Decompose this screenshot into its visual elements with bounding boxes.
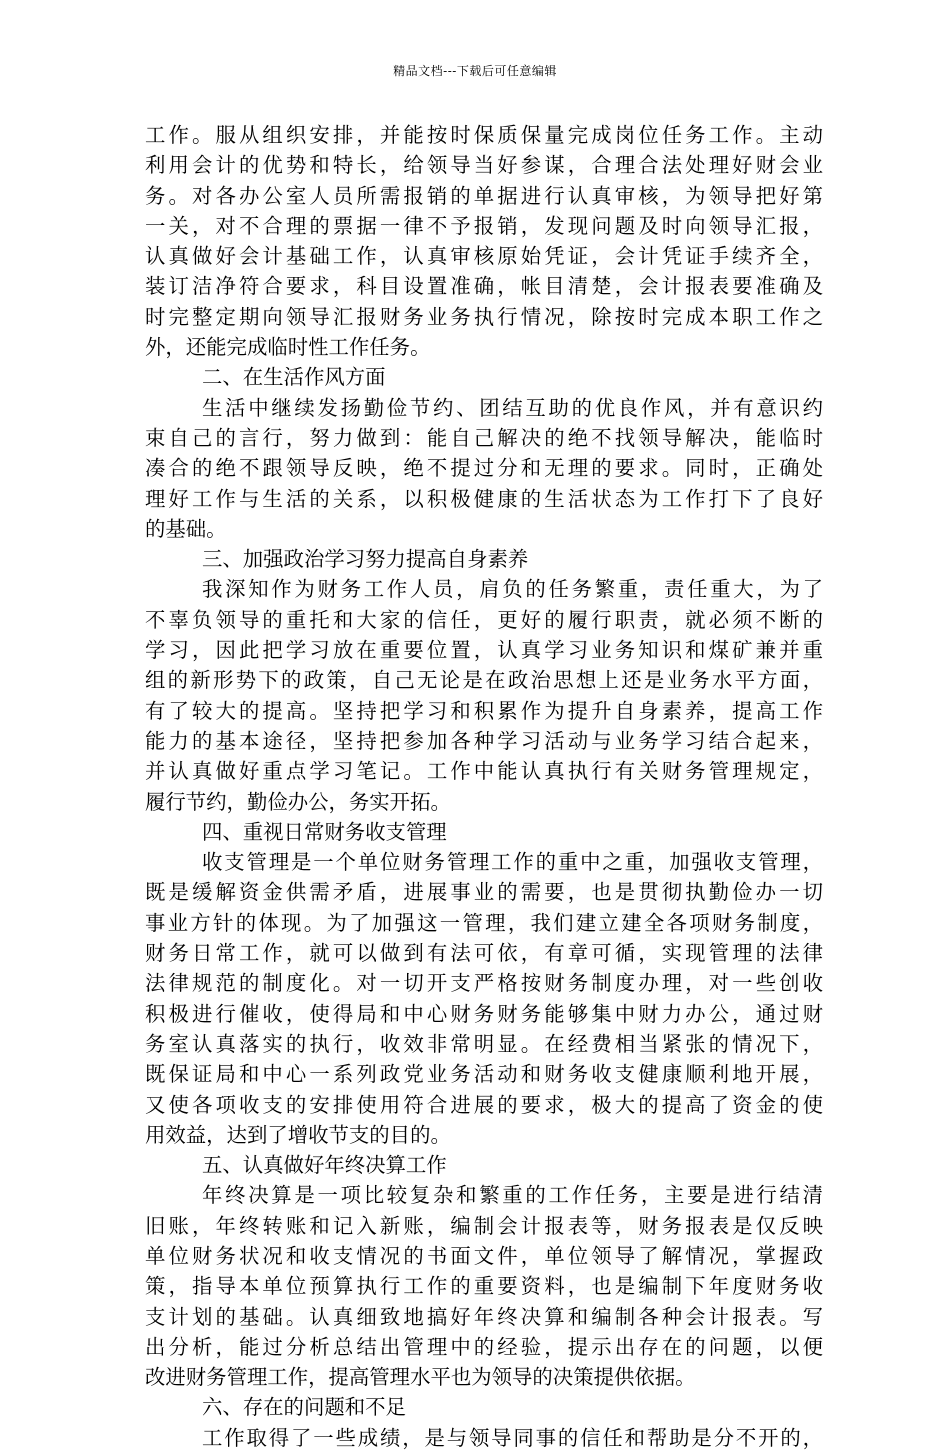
document-body bbox=[145, 120, 823, 1453]
paragraph-line: 学习，因此把学习放在重要位置，认真学习业务知识和煤矿兼并重 bbox=[145, 638, 823, 663]
section-heading: 五、认真做好年终决算工作 bbox=[202, 1153, 447, 1178]
paragraph-line: 装订洁净符合要求，科目设置准确，帐目清楚，会计报表要准确及 bbox=[145, 274, 823, 299]
section-heading: 三、加强政治学习努力提高自身素养 bbox=[202, 547, 529, 572]
paragraph-line: 生活中继续发扬勤俭节约、团结互助的优良作风，并有意识约 bbox=[202, 395, 823, 420]
paragraph-line: 理好工作与生活的关系，以积极健康的生活状态为工作打下了良好 bbox=[145, 486, 823, 511]
paragraph-line: 我深知作为财务工作人员，肩负的任务繁重，责任重大，为了 bbox=[202, 577, 823, 602]
paragraph-line: 有了较大的提高。坚持把学习和积累作为提升自身素养，提高工作 bbox=[145, 698, 823, 723]
paragraph-line: 既保证局和中心一系列政党业务活动和财务收支健康顺利地开展， bbox=[145, 1062, 823, 1087]
paragraph-line: 旧账，年终转账和记入新账，编制会计报表等，财务报表是仅反映 bbox=[145, 1213, 823, 1238]
section-heading: 四、重视日常财务收支管理 bbox=[202, 819, 447, 844]
paragraph-line: 工作。服从组织安排，并能按时保质保量完成岗位任务工作。主动 bbox=[145, 123, 823, 147]
paragraph-line: 不辜负领导的重托和大家的信任，更好的履行职责，就必须不断的 bbox=[145, 607, 823, 632]
paragraph-line: 策，指导本单位预算执行工作的重要资料，也是编制下年度财务收 bbox=[145, 1274, 823, 1299]
paragraph-line: 的基础。 bbox=[145, 516, 227, 541]
section-heading: 二、在生活作风方面 bbox=[202, 365, 386, 390]
paragraph-line: 履行节约，勤俭办公，务实开拓。 bbox=[145, 789, 451, 814]
paragraph-line: 年终决算是一项比较复杂和繁重的工作任务，主要是进行结清 bbox=[202, 1183, 823, 1208]
paragraph-line: 用效益，达到了增收节支的目的。 bbox=[145, 1122, 451, 1147]
paragraph-line: 又使各项收支的安排使用符合进展的要求，极大的提高了资金的使 bbox=[145, 1092, 823, 1117]
paragraph-line: 积极进行催收，使得局和中心财务财务能够集中财力办公，通过财 bbox=[145, 1001, 823, 1026]
paragraph-line: 出分析，能过分析总结出管理中的经验，提示出存在的问题，以便 bbox=[145, 1334, 823, 1359]
section-heading: 六、存在的问题和不足 bbox=[202, 1395, 406, 1420]
paragraph-line: 既是缓解资金供需矛盾，进展事业的需要，也是贯彻执勤俭办一切 bbox=[145, 880, 823, 905]
paragraph-line: 组的新形势下的政策，自己无论是在政治思想上还是业务水平方面， bbox=[145, 668, 823, 693]
paragraph-line: 并认真做好重点学习笔记。工作中能认真执行有关财务管理规定， bbox=[145, 759, 823, 784]
paragraph-line: 认真做好会计基础工作，认真审核原始凭证，会计凭证手续齐全， bbox=[145, 244, 823, 269]
paragraph-line: 凑合的绝不跟领导反映，绝不提过分和无理的要求。同时，正确处 bbox=[145, 456, 823, 481]
paragraph-line: 法律规范的制度化。对一切开支严格按财务制度办理，对一些创收 bbox=[145, 971, 823, 996]
paragraph-line: 外，还能完成临时性工作任务。 bbox=[145, 335, 431, 360]
paragraph-line: 改进财务管理工作，提高管理水平也为领导的决策提供依据。 bbox=[145, 1365, 696, 1390]
paragraph-line: 工作取得了一些成绩，是与领导同事的信任和帮助是分不开的， bbox=[202, 1425, 823, 1450]
paragraph-line: 利用会计的优势和特长，给领导当好参谋，合理合法处理好财会业 bbox=[145, 153, 823, 178]
paragraph-line: 财务日常工作，就可以做到有法可依，有章可循，实现管理的法律 bbox=[145, 941, 823, 966]
paragraph-line: 务室认真落实的执行，收效非常明显。在经费相当紧张的情况下， bbox=[145, 1031, 823, 1056]
paragraph-line: 务。对各办公室人员所需报销的单据进行认真审核，为领导把好第 bbox=[145, 183, 823, 208]
paragraph-line: 收支管理是一个单位财务管理工作的重中之重，加强收支管理， bbox=[202, 850, 823, 875]
paragraph-line: 支计划的基础。认真细致地搞好年终决算和编制各种会计报表。写 bbox=[145, 1304, 823, 1329]
page-header: 精品文档---下载后可任意编辑 bbox=[393, 64, 557, 78]
paragraph-line: 能力的基本途径，坚持把参加各种学习活动与业务学习结合起来， bbox=[145, 728, 823, 753]
paragraph-line: 束自己的言行，努力做到：能自己解决的绝不找领导解决，能临时 bbox=[145, 425, 823, 450]
paragraph-line: 事业方针的体现。为了加强这一管理，我们建立建全各项财务制度， bbox=[145, 910, 823, 935]
paragraph-line: 一关，对不合理的票据一律不予报销，发现问题及时向领导汇报， bbox=[145, 213, 823, 238]
paragraph-line: 单位财务状况和收支情况的书面文件，单位领导了解情况，掌握政 bbox=[145, 1243, 823, 1268]
paragraph-line: 时完整定期向领导汇报财务业务执行情况，除按时完成本职工作之 bbox=[145, 304, 823, 329]
